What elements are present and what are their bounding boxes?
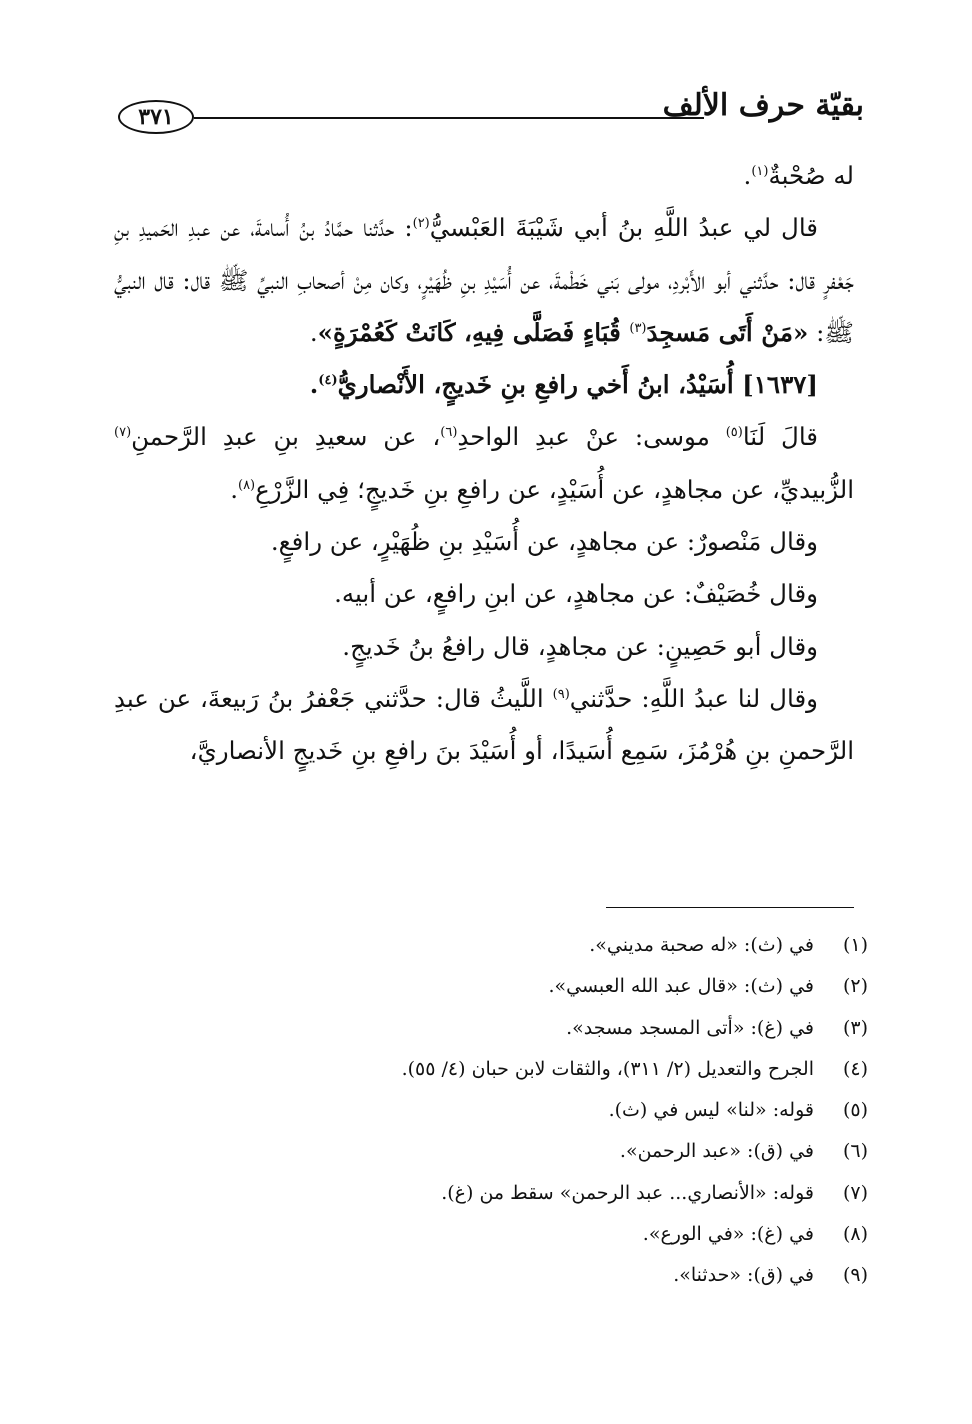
footnote-item [108, 925, 868, 966]
footnote-text: في (ق): «عبد الرحمن». [619, 1140, 814, 1163]
text-run: الزُّبيديِّ، عن مجاهدٍ، عن أُسَيْدٍ، عن رافعِ بنِ خَديجٍ؛ فِي الزَّرْعِ [255, 474, 854, 504]
text-run: . [309, 317, 318, 347]
footnote-text: في (غ): «أتى المسجد مسجد». [566, 1016, 814, 1039]
main-text [114, 150, 854, 778]
hadith-quote: قُبَاءٍ فَصَلَّى فِيهِ، كَانَتْ كَعُمْرَةٍ» [317, 317, 630, 347]
footnote-ref: (٣) [629, 320, 647, 336]
text-run: وقال لنا عبدُ اللَّهِ: حدَّثني [569, 683, 818, 713]
footnote-text: قوله: «الأنصاري... عبد الرحمن» سقط من (غ). [441, 1181, 814, 1204]
footnote-number: (٩) [842, 1264, 868, 1287]
page-number: ٣٧١ [138, 104, 174, 130]
footnote-item [108, 1049, 868, 1090]
footnote-item [108, 1214, 868, 1255]
footnote-ref: (٧) [114, 425, 132, 441]
text-run: موسى: عنْ عبدِ الواحدِ [457, 422, 726, 452]
footnote-ref: (٥) [725, 425, 743, 441]
footnote-text: في (ث): «له صحبة مديني». [589, 934, 814, 956]
footnote-number: (٥) [842, 1099, 868, 1122]
footnote-ref: (٤) [318, 373, 338, 389]
footnote-number: (٣) [842, 1016, 868, 1039]
footnote-item [108, 1131, 868, 1172]
footnotes [108, 925, 868, 1297]
page-header [118, 86, 864, 148]
footnote-item [108, 1008, 868, 1049]
paragraph-3 [114, 411, 854, 516]
text-run: له صُحْبةٌ [768, 161, 854, 190]
footnote-number: (٢) [842, 975, 868, 998]
footnote-text: في (غ): «في الورع». [642, 1223, 814, 1246]
header-rule [194, 117, 704, 119]
footnote-item [108, 1090, 868, 1131]
footnote-number: (٦) [842, 1140, 868, 1163]
paragraph-4: وقال مَنْصورٌ: عن مجاهدٍ، عن أُسَيْدِ بنِ ظُهَيْرٍ، عن رافعٍ. [270, 527, 818, 557]
footnote-item [108, 1173, 868, 1214]
footnote-ref: (٨) [237, 477, 256, 493]
paragraph-5: وقال خُصَيْفٌ: عن مجاهدٍ، عن ابنِ رافعٍ، عن أبيه. [334, 579, 818, 609]
text-run: . [743, 161, 752, 190]
text-run: . [230, 474, 238, 504]
paragraph-6: وقال أبو حَصِينٍ: عن مجاهدٍ، قال رافعُ بنُ خَديجٍ. [342, 631, 818, 661]
footnote-item [108, 1255, 868, 1296]
text-run: : حدَّثنا حمَّادُ بنُ أُسامةَ، عن عبدِ الحَميدِ بنِ جَعْفرٍ قال: حدَّثني أبو الأَبْردِ، مولى بَني خَطْمةَ، عن أُسَيْدِ بنِ ظُهَيْرٍ، وكان مِنْ أصحابِ النبيِّ ﷺ قال: قال النبيُّ ﷺ: [114, 213, 854, 347]
footnote-ref: (٦) [440, 425, 458, 441]
footnote-ref: (١) [751, 163, 769, 179]
footnote-number: (٨) [842, 1223, 868, 1246]
footnote-ref: (٩) [552, 686, 570, 702]
page-number-oval [118, 100, 194, 134]
hadith-quote: «مَنْ أَتَى مَسجِدَ [646, 317, 809, 347]
text-run: . [309, 370, 319, 400]
text-run: اللَّيثُ قال: حدَّثني جَعْفرُ بنُ رَبيعةَ، عن عبدِ الرَّحمنِ بنِ هُرْمُزَ، سَمِع أُسَيدًا، أو أُسَيْدَ بنَ رافعِ بنِ خَديجٍ الأنصاريَّ، [114, 683, 854, 766]
footnote-text: في (ث): «قال عبد الله العبسي». [548, 975, 814, 998]
footnote-ref: (٢) [412, 216, 430, 232]
footnote-number: (١) [842, 934, 868, 956]
paragraph-1 [114, 150, 854, 202]
footnote-text: قوله: «لنا» ليس في (ث). [608, 1099, 814, 1122]
footnote-separator [606, 907, 854, 908]
text-run: ، عن سعيدِ بنِ عبدِ الرَّحمنِ [131, 422, 441, 452]
footnote-number: (٤) [842, 1057, 868, 1080]
paragraph-7 [114, 673, 854, 778]
entry-heading [114, 359, 854, 411]
entry-title: [١٦٣٧] أُسَيْدُ، ابنُ أَخي رافعِ بنِ خَديجٍ، الأَنْصاريُّ [337, 370, 818, 400]
footnote-text: الجرح والتعديل (٢/ ٣١١)، والثقات لابن حبان (٤/ ٥٥). [401, 1057, 814, 1080]
footnote-number: (٧) [842, 1181, 868, 1204]
footnote-text: في (ق): «حدثنا». [673, 1264, 814, 1287]
text-run: قال لي عبدُ اللَّهِ بنُ أبي شَيْبَةَ العَبْسيُّ [429, 213, 818, 243]
paragraph-2 [114, 202, 854, 359]
running-title: بقيّة حرف الألف [662, 88, 864, 123]
text-run: قالَ لَنَا [742, 422, 818, 452]
footnote-item [108, 966, 868, 1007]
